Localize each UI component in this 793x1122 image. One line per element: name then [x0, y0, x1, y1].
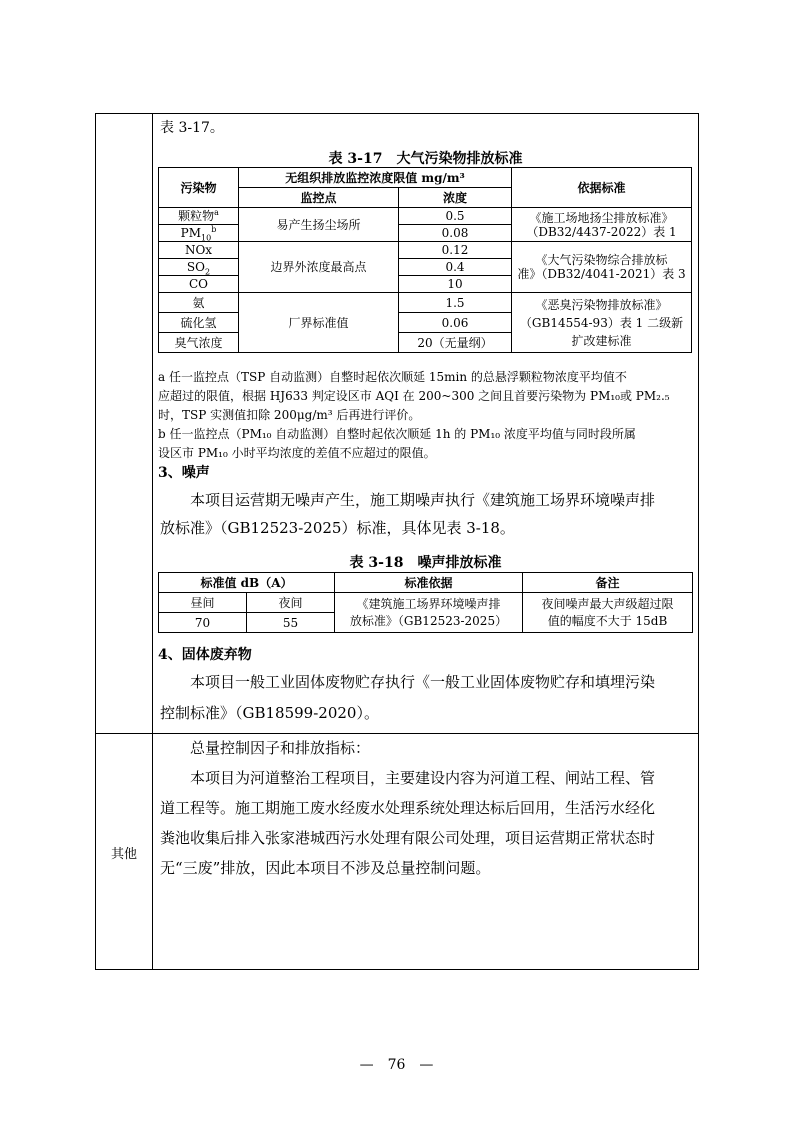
note-b-line-2: 设区市 PM₁₀ 小时平均浓度的差值不应超过的限值。: [158, 446, 436, 460]
other-line-2: 本项目为河道整治工程项目，主要建设内容为河道工程、闸站工程、管: [190, 769, 656, 787]
noise-basis: 《建筑施工场界环境噪声排 放标准》（GB12523-2025）: [335, 593, 523, 633]
value-odor: 20（无量纲）: [399, 333, 512, 353]
pollutant-pm: 颗粒物$^a$: [159, 208, 239, 225]
pollutant-odor: 臭气浓度: [159, 333, 239, 353]
other-line-1: 总量控制因子和排放指标：: [190, 739, 371, 757]
noise-heading: 3、噪声: [158, 465, 210, 481]
value-pm: 0.5: [399, 208, 512, 225]
page-number: — 76 —: [359, 1057, 434, 1073]
header-night: 夜间: [247, 593, 335, 613]
header-concentration: 浓度: [399, 188, 512, 208]
noise-paragraph-line-2: 放标准》（GB12523-2025）标准，具体见表 3-18。: [160, 519, 515, 537]
header-limit-group: 无组织排放监控浓度限值 mg/m³: [239, 168, 512, 188]
table-17-caption: 表 3-17 大气污染物排放标准: [328, 151, 523, 167]
header-monitor-point: 监控点: [239, 188, 399, 208]
value-h2s: 0.06: [399, 313, 512, 333]
pollutant-pm10: $PM_{10}^b$: [159, 225, 239, 242]
other-label: 其他: [110, 847, 137, 862]
other-line-5: 无“三废”排放，因此本项目不涉及总量控制问题。: [160, 859, 491, 877]
header-pollutant: 污染物: [159, 168, 239, 208]
basis-air: 《大气污染物综合排放标 准》（DB32/4041-2021）表 3: [512, 242, 692, 293]
note-b-line-1: b 任一监控点（PM₁₀ 自动监测）自整时起依次顺延 1h 的 PM₁₀ 浓度平均值与同时段所属: [158, 427, 636, 441]
pollutant-so2: $SO_2$: [159, 259, 239, 276]
value-day: 70: [159, 613, 247, 633]
value-night: 55: [247, 613, 335, 633]
basis-odor: 《恶臭污染物排放标准》 （GB14554-93）表 1 二级新 扩改建标准: [512, 293, 692, 353]
note-a-line-1: a 任一监控点（TSP 自动监测）自整时起依次顺延 15min 的总悬浮颗粒物浓度平均值不: [158, 370, 627, 384]
other-line-3: 道工程等。施工期施工废水经废水处理系统处理达标后回用，生活污水经化: [160, 799, 656, 817]
point-plant: 厂界标准值: [239, 293, 399, 353]
header-day: 昼间: [159, 593, 247, 613]
note-a-line-3: 时，TSP 实测值扣除 200μg/m³ 后再进行评价。: [158, 408, 421, 422]
header-standard-value: 标准值 dB（A）: [159, 573, 335, 593]
pollutant-co: CO: [159, 276, 239, 293]
row-divider: [95, 733, 699, 734]
solid-waste-line-1: 本项目一般工业固体废物贮存执行《一般工业固体废物贮存和填埋污染: [190, 673, 656, 691]
other-line-4: 粪池收集后排入张家港城西污水处理有限公司处理，项目运营期正常状态时: [160, 829, 656, 847]
pollutant-nox: NOx: [159, 242, 239, 259]
note-a-line-2: 应超过的限值，根据 HJ633 判定设区市 AQI 在 200~300 之间且首要污染物为 PM₁₀或 PM₂.₅: [158, 389, 670, 403]
solid-waste-heading: 4、固体废弃物: [158, 647, 252, 663]
value-nox: 0.12: [399, 242, 512, 259]
header-standard-basis: 标准依据: [335, 573, 523, 593]
pollutant-h2s: 硫化氢: [159, 313, 239, 333]
air-pollutant-table: [158, 167, 692, 353]
value-nh3: 1.5: [399, 293, 512, 313]
value-co: 10: [399, 276, 512, 293]
header-remark: 备注: [523, 573, 693, 593]
point-site: 易产生扬尘场所: [239, 208, 399, 242]
noise-remark: 夜间噪声最大声级超过限 值的幅度不大于 15dB: [523, 593, 693, 633]
table-18-caption: 表 3-18 噪声排放标准: [349, 555, 502, 571]
noise-paragraph-line-1: 本项目运营期无噪声产生，施工期噪声执行《建筑施工场界环境噪声排: [190, 491, 656, 509]
pollutant-nh3: 氨: [159, 293, 239, 313]
intro-text: 表 3-17。: [160, 120, 224, 136]
solid-waste-line-2: 控制标准》（GB18599-2020）。: [160, 704, 379, 722]
point-boundary: 边界外浓度最高点: [239, 242, 399, 293]
noise-standard-table: [158, 572, 693, 633]
basis-dust: 《施工场地扬尘排放标准》 （DB32/4437-2022）表 1: [512, 208, 692, 242]
header-basis: 依据标准: [512, 168, 692, 208]
column-divider: [152, 113, 153, 970]
value-so2: 0.4: [399, 259, 512, 276]
value-pm10: 0.08: [399, 225, 512, 242]
